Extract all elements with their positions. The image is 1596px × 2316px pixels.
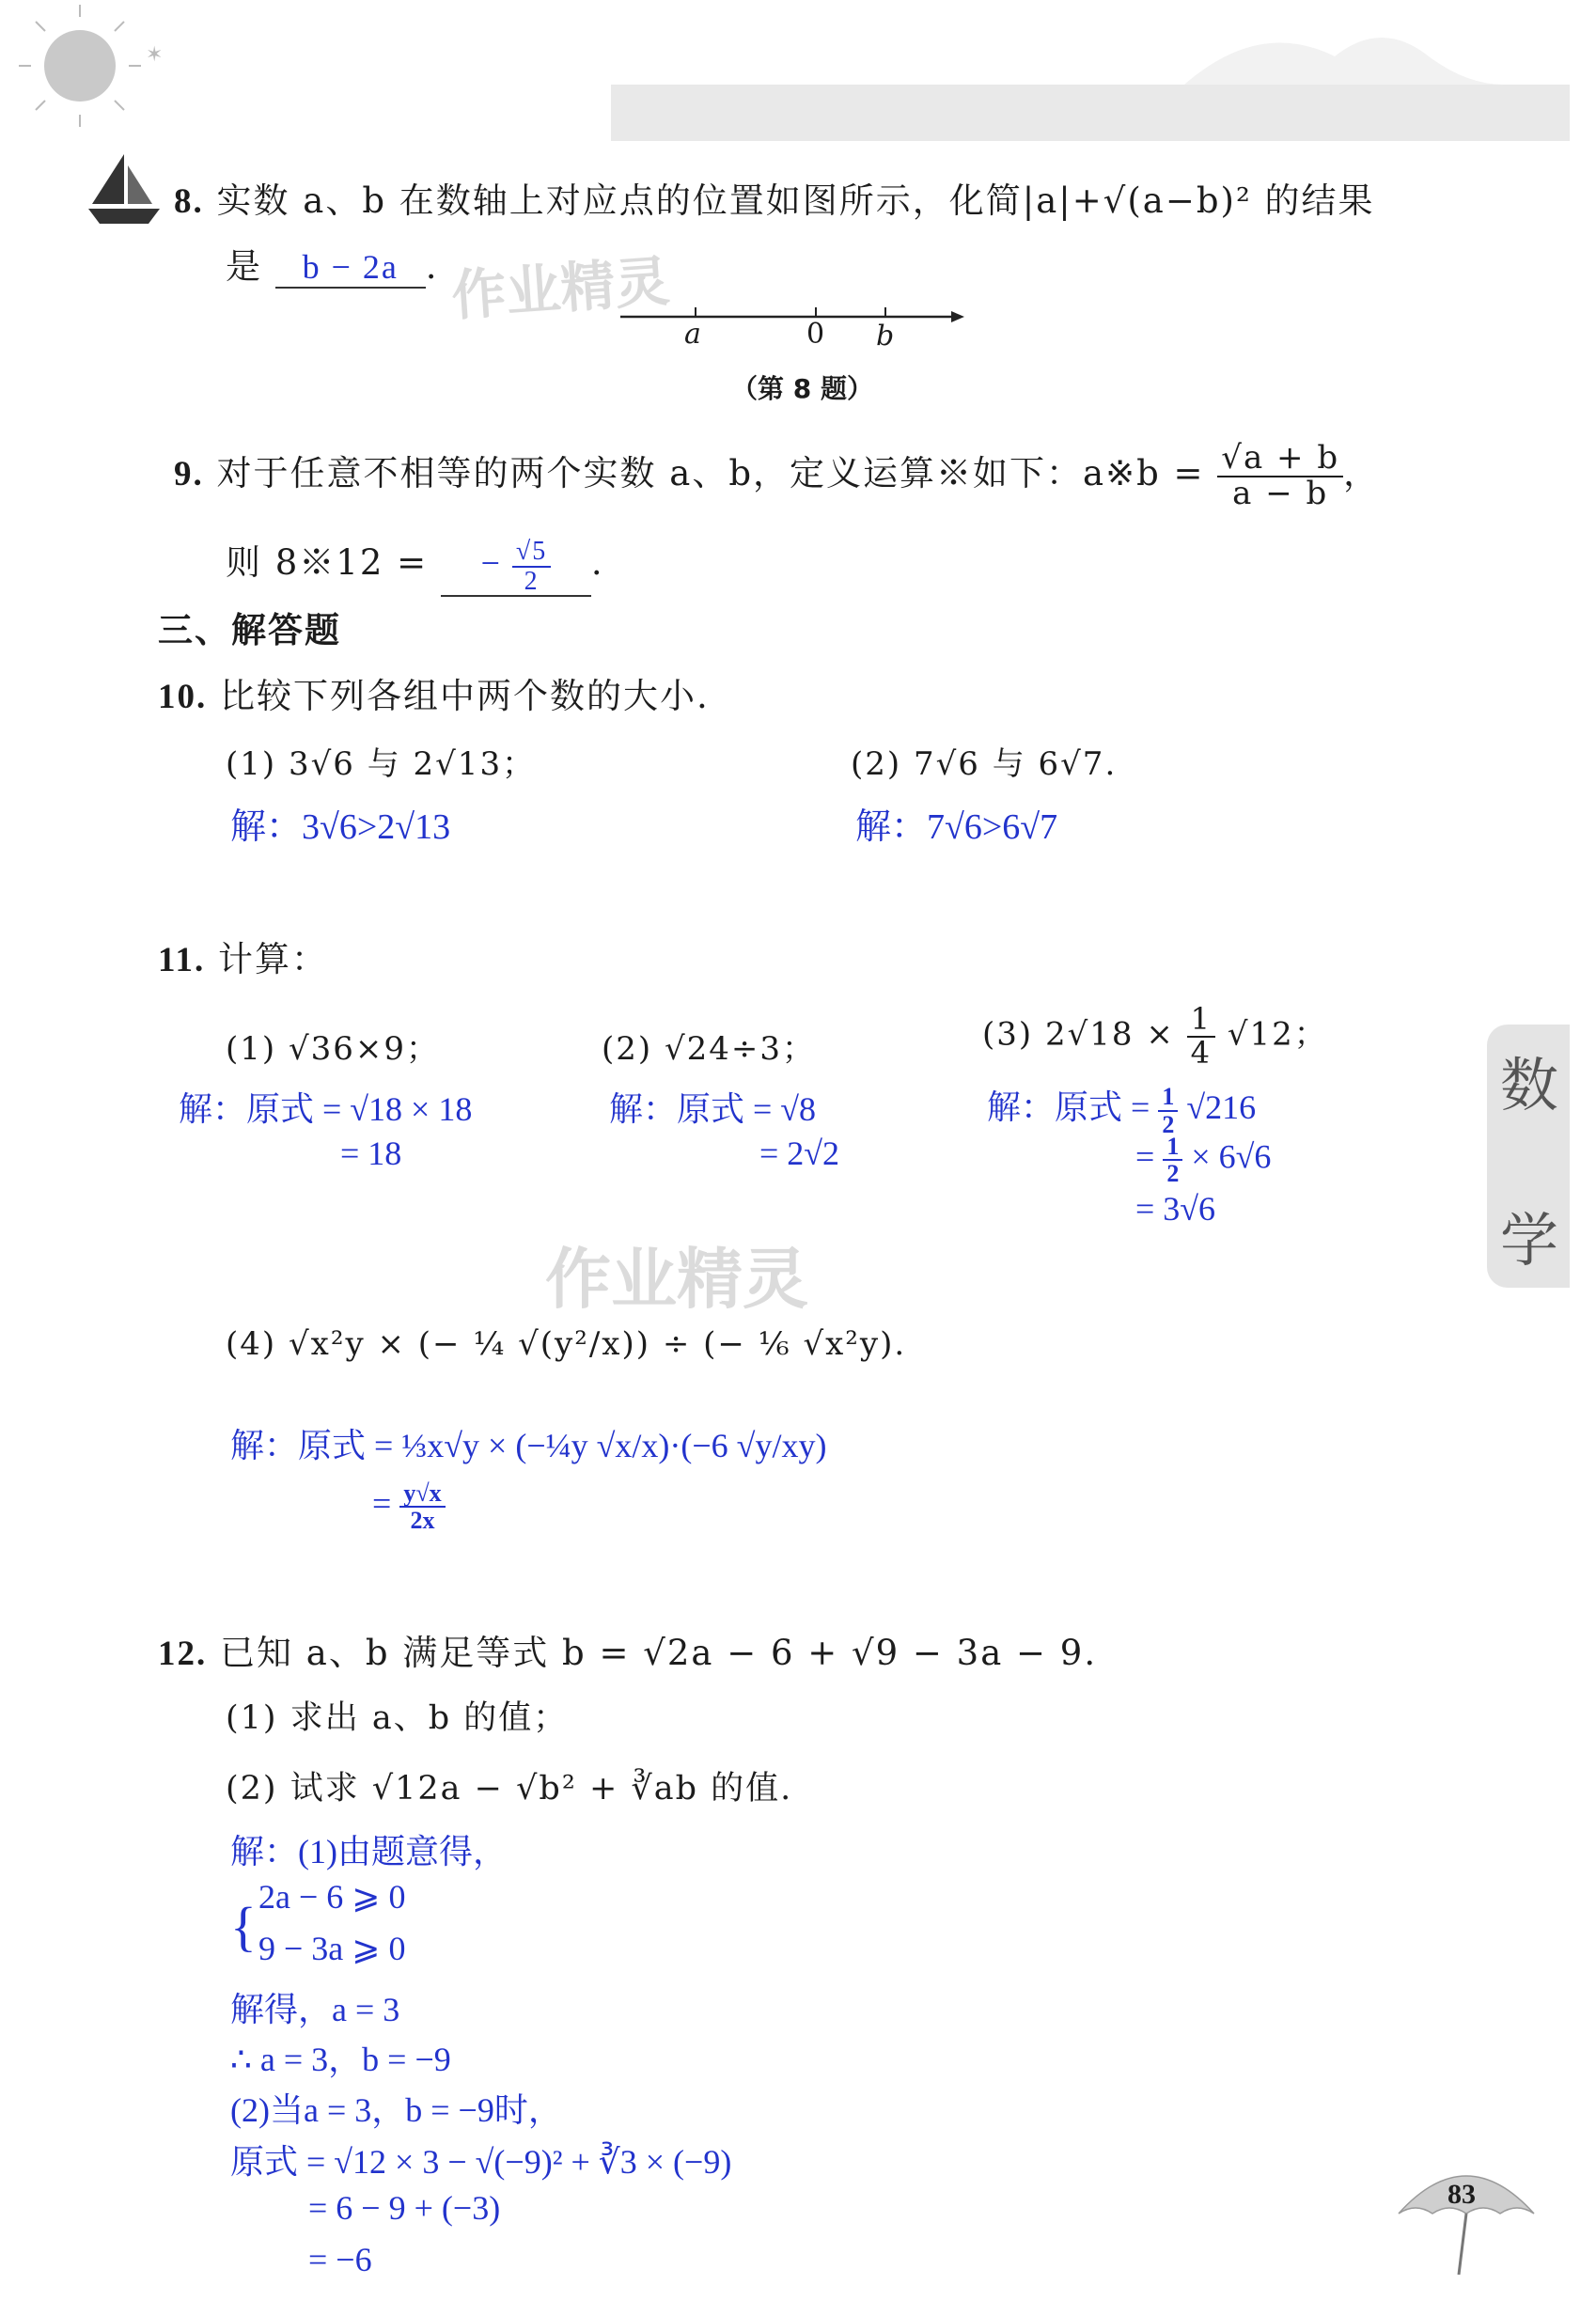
page-header-decoration [0,0,1596,160]
question-number: 8. [174,182,204,221]
question-11-part3: (3) 2√18 × $\frac{1}{4}$ √12； [982,1001,1328,1071]
question-10-part2: (2) 7√6 与 6√7. [851,745,1118,783]
answer-12-line7: 原式 = √12 × 3 − √(−9)² + ∛3 × (−9) [230,2143,732,2181]
question-number: 10. [158,678,208,716]
fraction-numerator: √a + b [1217,442,1343,477]
question-8 [174,172,1375,223]
answer-blank [275,246,426,289]
answer-11-3-line3: = 3√6 [1135,1190,1216,1228]
header-art [0,0,1596,160]
answer-11-2-line2: = 2√2 [759,1135,840,1172]
answer-11-3-line2: = $\frac{1}{2}$ × 6√6 [1135,1133,1272,1188]
question-8-line2: 是 b − 2a . [226,246,439,287]
answer-11-4-line1: 解：原式 = ⅓x√y × (−¼y √x/x)·(−6 √y/xy) [230,1427,827,1464]
question-10-part1: (1) 3√6 与 2√13； [226,745,537,783]
question-number: 12. [158,1635,208,1673]
sun-icon [44,30,116,102]
question-12-part1: (1) 求出 a、b 的值； [226,1699,569,1737]
answer-11-1-line2: = 18 [340,1135,402,1172]
question-text: 则 8※12 = [226,542,429,583]
question-10 [158,667,710,718]
question-9-line2: 则 8※12 = − $\frac{√5}{2}$ . [226,537,604,596]
question-text: 是 [226,246,262,287]
answer-12-line1: 解：(1)由题意得， [230,1833,507,1870]
watermark: 作业精灵 [545,1241,808,1318]
question-11 [158,931,328,981]
question-12 [158,1624,1097,1675]
svg-text:✶: ✶ [146,43,164,67]
question-number: 9. [174,455,204,494]
figure-caption: （第 8 题） [731,373,873,404]
answer-12-line9: = −6 [308,2241,372,2278]
sailboat-icon [86,152,162,226]
question-11-part4: (4) √x²y × (− ¼ √(y²/x)) ÷ (− ⅙ √x²y). [226,1325,907,1363]
question-11-part2: (2) √24÷3； [602,1030,817,1068]
side-tab-char-1: 数 [1499,1051,1558,1119]
question-number: 11. [158,941,206,979]
answer-12-line5: ∴ a = 3，b = −9 [230,2041,451,2078]
answer-denominator: 2 [524,566,540,596]
umbrella-icon [1391,2148,1541,2279]
answer-numerator: √5 [512,538,551,567]
page-number: 83 [1447,2179,1476,2210]
answer-10-1: 解：3√6>2√13 [230,807,451,847]
axis-label-a: a [684,318,701,351]
question-text: 已知 a、b 满足等式 b = √2a − 6 + √9 − 3a − 9. [220,1633,1098,1673]
answer-12-line6: (2)当a = 3，b = −9时， [230,2091,562,2129]
section-heading: 三、解答题 [158,610,341,650]
answer-11-3-line1: 解：原式 = $\frac{1}{2}$ √216 [987,1083,1257,1138]
answer-12-line4: 解得，a = 3 [230,1991,400,2028]
question-text: 对于任意不相等的两个实数 a、b，定义运算※如下：a※b = [216,453,1205,494]
expression: √x²y × (− ¼ √(y²/x)) ÷ (− ⅙ √x²y). [288,1325,907,1363]
question-text: 计算： [217,939,328,979]
watermark: 作业精灵 [449,248,672,328]
side-tab-char-2: 学 [1499,1206,1558,1275]
answer-12-line2: 2a − 6 ⩾ 0 [258,1878,406,1916]
answer-text: b − 2a [302,248,399,286]
answer-11-2-line1: 解：原式 = √8 [609,1090,817,1128]
question-9: 9. 对于任意不相等的两个实数 a、b，定义运算※如下：a※b = $\frac{√a + b}{a - b}$ ， [174,439,1381,512]
answer-11-4-line2: = $\frac{y√x}{2x}$ [372,1480,446,1534]
answer-12-line3: 9 − 3a ⩾ 0 [258,1930,406,1967]
answer-12-line8: = 6 − 9 + (−3) [308,2189,501,2227]
fraction-denominator: a − b [1232,474,1329,512]
answer-10-2: 解：7√6>6√7 [855,807,1058,847]
question-text: 比较下列各组中两个数的大小. [220,676,710,716]
answer-11-1-line1: 解：原式 = √18 × 18 [179,1090,473,1128]
brace-symbol: { [230,1896,257,1957]
question-12-part2: (2) 试求 √12a − √b² + ∛ab 的值. [226,1770,793,1807]
axis-label-zero: 0 [806,318,825,351]
question-11-part1: (1) √36×9； [226,1030,441,1068]
axis-label-b: b [876,320,895,352]
question-text: 实数 a、b 在数轴上对应点的位置如图所示，化简|a|+√(a−b)² 的结果 [216,180,1375,221]
